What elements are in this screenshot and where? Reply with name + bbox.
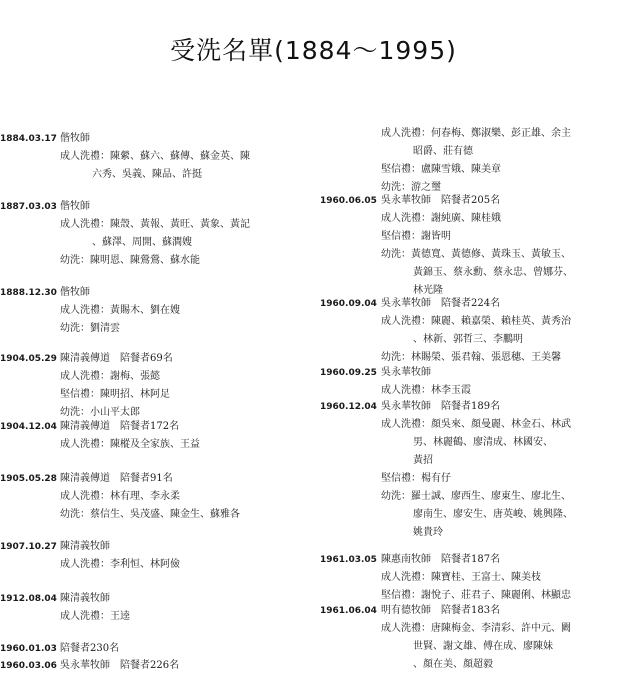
- page-title: 受洗名單(1884～1995): [170, 36, 457, 65]
- record-line: 成人洗禮：陳寶桂、王富士、陳美枝: [381, 572, 541, 583]
- record-line: 偕牧師: [60, 287, 90, 298]
- record-line: 成人洗禮：謝梅、張懿: [60, 371, 160, 382]
- record-line: 陳惠南牧師 陪餐者187名: [381, 554, 501, 565]
- record-date: 1905.05.28: [0, 474, 57, 484]
- record-date: 1960.06.05: [320, 196, 377, 206]
- record-line: 成人洗禮：陳樅及全家族、王益: [60, 439, 200, 450]
- record-date: 1960.12.04: [320, 402, 377, 412]
- record-line: 昭爵、莊有德: [413, 146, 473, 157]
- record-line: 吳永華牧師 陪餐者226名: [60, 660, 180, 671]
- record-lines: [60, 657, 179, 675]
- record-line: 成人洗禮：唐陳梅金、李清彩、許中元、闕: [381, 623, 571, 634]
- record-line: 成人洗禮：何春梅、鄭淑樂、彭正雄、余主: [381, 128, 571, 139]
- record-line: 成人洗禮：陳麗、賴嘉榮、賴桂英、黃秀治: [381, 316, 571, 327]
- record-line: 、林新、郭哲三、李鵬明: [413, 334, 523, 345]
- record-line: 幼洗：黃德寬、黃德修、黃珠玉、黃敏玉、: [381, 249, 571, 260]
- record-line: 黃招: [413, 455, 433, 466]
- record-lines: [381, 192, 573, 300]
- record-line: 堅信禮：楊有仔: [381, 473, 451, 484]
- record-line: 男、林麗鶴、廖清成、林國安、: [413, 437, 553, 448]
- record-lines: [60, 284, 180, 338]
- record-date: 1907.10.27: [0, 542, 57, 552]
- record-line: 堅信禮：盧陳雪娥、陳美章: [381, 164, 501, 175]
- record-line: 堅信禮：謝悅子、莊君子、陳麗俐、林顯忠: [381, 590, 571, 601]
- record-lines: [60, 198, 250, 270]
- record-line: 、顏在美、顏超毅: [413, 659, 493, 670]
- record-date: 1960.09.04: [320, 299, 377, 309]
- record-lines: [60, 590, 130, 626]
- record-line: 陳清義傳道 陪餐者91名: [60, 473, 173, 484]
- record-line: 堅信禮：陳明招、林阿足: [60, 389, 170, 400]
- record-line: 黃錦玉、蔡永勳、蔡永忠、曾娜芬、: [413, 267, 573, 278]
- record-date: 1884.03.17: [0, 134, 57, 144]
- record-line: 吳永華牧師 陪餐者205名: [381, 195, 501, 206]
- record-line: 幼洗：林賜榮、張君翰、張恩穗、王美馨: [381, 352, 561, 363]
- record-lines: [381, 602, 571, 674]
- record-line: 成人洗禮：黃賜木、劉在嫂: [60, 305, 180, 316]
- record-line: 陳清義傳道 陪餐者172名: [60, 421, 180, 432]
- record-line: 陳清義牧師: [60, 593, 110, 604]
- record-line: 成人洗禮：陳殼、黃報、黃旺、黃象、黃記: [60, 219, 250, 230]
- record-date: 1960.09.25: [320, 368, 377, 378]
- record-date: 1904.05.29: [0, 354, 57, 364]
- record-lines: [60, 350, 173, 422]
- record-date: 1961.03.05: [320, 555, 377, 565]
- record-line: 姚貴玲: [413, 527, 443, 538]
- record-line: 成人洗禮：王逵: [60, 611, 130, 622]
- record-line: 廖南生、廖安生、唐英峻、姚興隆、: [413, 509, 573, 520]
- record-line: 幼洗：羅士誠、廖西生、廖東生、廖北生、: [381, 491, 571, 502]
- record-line: 、蘇澤、周開、蘇澗嫂: [92, 237, 192, 248]
- record-line: 堅信禮：謝皆明: [381, 231, 451, 242]
- record-lines: [381, 125, 571, 197]
- record-line: 幼洗：游之璽: [381, 182, 441, 193]
- record-line: 幼洗：小山平太郎: [60, 407, 140, 418]
- record-line: 幼洗：陳明恩、陳鶯鶯、蘇水能: [60, 255, 200, 266]
- record-line: 陪餐者230名: [60, 643, 120, 654]
- record-line: 林光隆: [413, 285, 443, 296]
- record-line: 成人洗禮：林有理、李永柔: [60, 491, 180, 502]
- record-date: 1904.12.04: [0, 422, 57, 432]
- record-line: 六秀、吳義、陳品、許挺: [92, 169, 202, 180]
- record-lines: [381, 364, 471, 400]
- record-lines: [381, 398, 573, 542]
- record-date: 1960.03.06: [0, 661, 57, 671]
- record-lines: [60, 470, 240, 524]
- record-lines: [60, 418, 200, 454]
- record-date: 1960.01.03: [0, 644, 57, 654]
- record-line: 偕牧師: [60, 133, 90, 144]
- record-line: 偕牧師: [60, 201, 90, 212]
- record-line: 吳永華牧師 陪餐者189名: [381, 401, 501, 412]
- record-lines: [60, 538, 180, 574]
- record-date: 1887.03.03: [0, 202, 57, 212]
- record-line: 幼洗：蔡信生、吳茂盛、陳金生、蘇雅各: [60, 509, 240, 520]
- record-date: 1888.12.30: [0, 288, 57, 298]
- record-lines: [381, 295, 571, 367]
- record-line: 成人洗禮：陳縈、蘇六、蘇傳、蘇金英、陳: [60, 151, 250, 162]
- record-line: 世賢、謝文雄、傅在成、廖陳妹: [413, 641, 553, 652]
- record-lines: [60, 130, 250, 184]
- record-lines: [381, 551, 571, 605]
- record-line: 吳永華牧師: [381, 367, 431, 378]
- record-lines: [60, 640, 119, 658]
- record-date: 1961.06.04: [320, 606, 377, 616]
- record-line: 成人洗禮：林李玉霞: [381, 385, 471, 396]
- record-line: 吳永華牧師 陪餐者224名: [381, 298, 501, 309]
- record-line: 陳清義牧師: [60, 541, 110, 552]
- record-line: 成人洗禮：謝純廣、陳桂娥: [381, 213, 501, 224]
- record-line: 明有德牧師 陪餐者183名: [381, 605, 501, 616]
- record-date: 1912.08.04: [0, 594, 57, 604]
- record-line: 成人洗禮：顏吳來、顏曼麗、林金石、林武: [381, 419, 571, 430]
- record-line: 幼洗：劉清雲: [60, 323, 120, 334]
- record-line: 陳清義傳道 陪餐者69名: [60, 353, 173, 364]
- record-line: 成人洗禮：李利恒、林阿儉: [60, 559, 180, 570]
